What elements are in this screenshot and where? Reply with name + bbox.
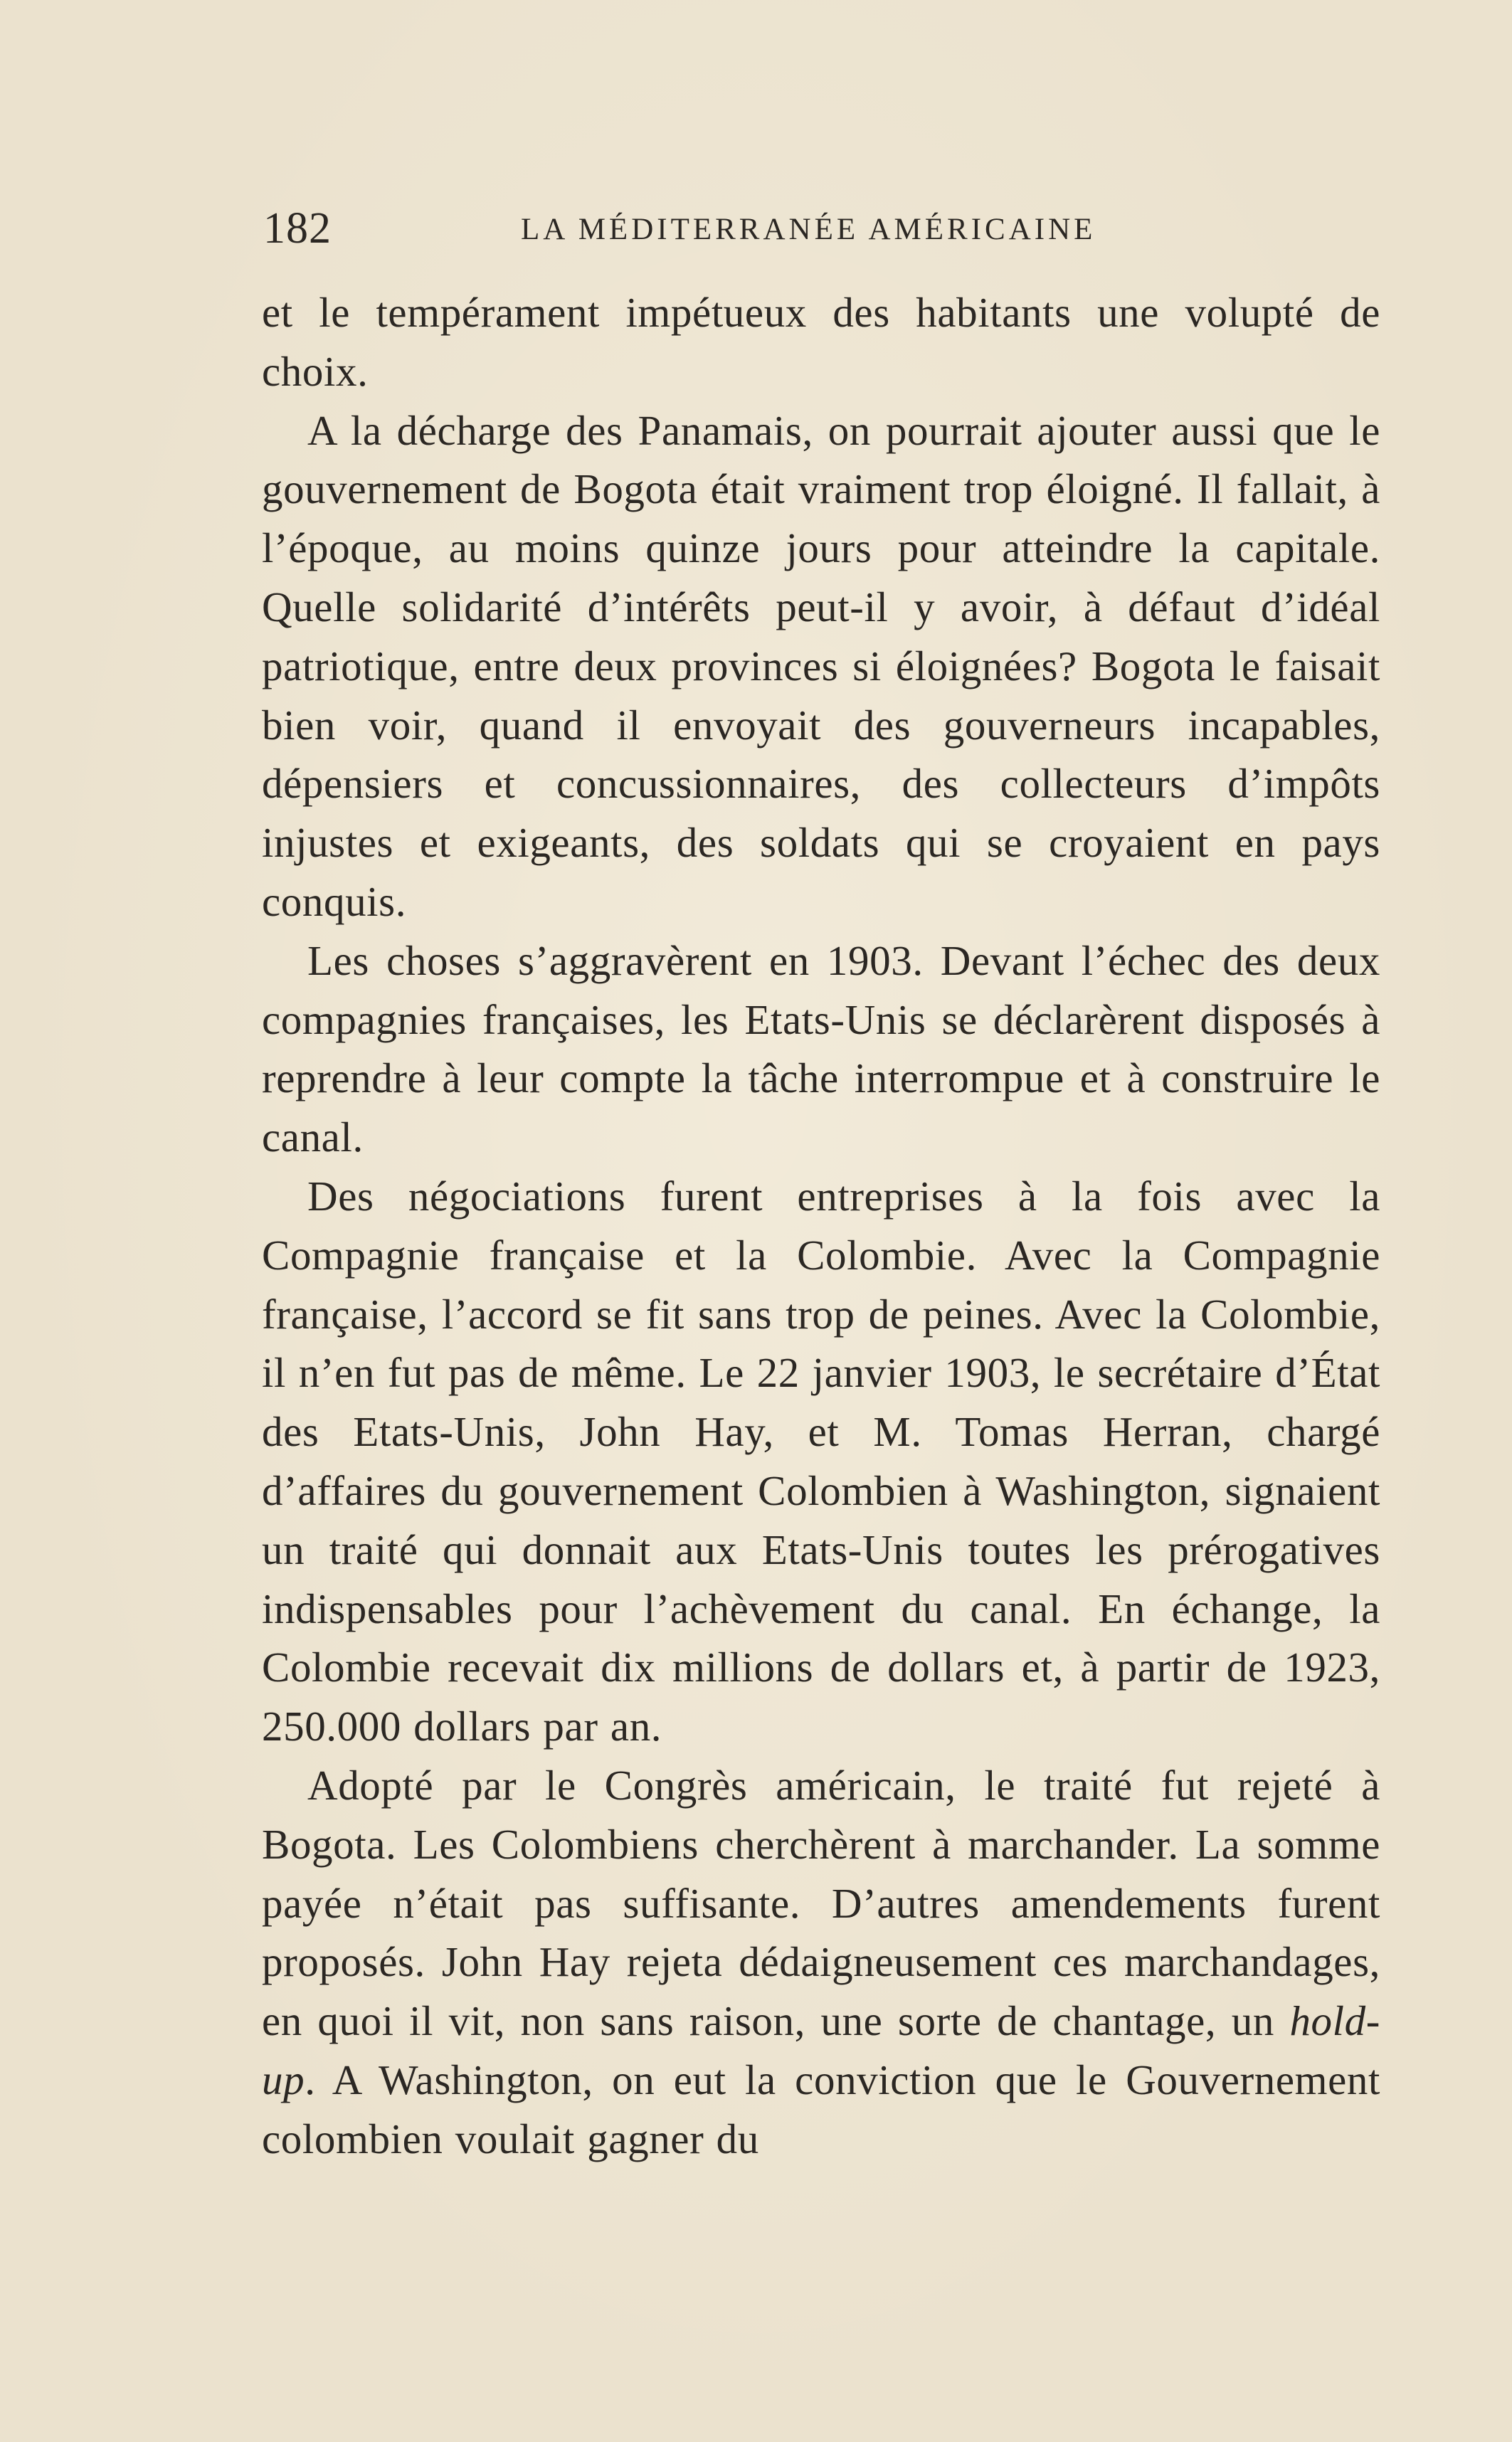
page-number: 182 (263, 204, 332, 253)
running-head (263, 204, 1380, 268)
paragraph (262, 1756, 1380, 2169)
body-text (262, 283, 1380, 2169)
running-title: LA MÉDITERRANÉE AMÉRICAINE (521, 213, 1096, 246)
paragraph: Les choses s’aggravèrent en 1903. Devant l’échec des deux compagnies françaises, les Etats-Unis se déclarèrent disposés à reprendre à leur compte la tâche interrompue et à construire le canal. (262, 936, 1380, 1161)
italic-term: hold-up (262, 1997, 1380, 2103)
paragraph: Des négociations furent entreprises à la fois avec la Compagnie française et la Colombie. Avec la Compagnie française, l’accord se fit sans trop de peines. Avec la Colombie, il n’en fut pas de même. Le 22 janvier 1903, le secrétaire d’État des Etats-Unis, John Hay, et M. Tomas Herran, chargé d’affaires du gouvernement Colombien à Washington, signaient un traité qui donnait aux Etats-Unis toutes les prérogatives indispensables pour l’achèvement du canal. En échange, la Colombie recevait dix millions de dollars et, à partir de 1923, 250.000 dollars par an. (262, 1172, 1380, 1750)
paragraph-text: . A Washington, on eut la conviction que le Gouvernement colombien voulait gagner du (262, 2056, 1380, 2162)
paragraph: A la décharge des Panamais, on pourrait ajouter aussi que le gouvernement de Bogota était vraiment trop éloigné. Il fallait, à l’époque, au moins quinze jours pour atteindre la capitale. Quelle solidarité d’intérêts peut-il y avoir, à défaut d’idéal patriotique, entre deux provinces si éloignées? Bogota le faisait bien voir, quand il envoyait des gouverneurs incapables, dépensiers et concussionnaires, des collecteurs d’impôts injustes et exigeants, des soldats qui se croyaient en pays conquis. (262, 406, 1380, 925)
paragraph-text: Adopté par le Congrès américain, le traité fut rejeté à Bogota. Les Colombiens cherchèrent à marchander. La somme payée n’était pas suffisante. D’autres amendements furent proposés. John Hay rejeta dédaigneusement ces marchandages, en quoi il vit, non sans raison, une sorte de chantage, un (262, 1761, 1380, 2045)
paragraph: et le tempérament impétueux des habitants une volupté de choix. (262, 289, 1380, 395)
